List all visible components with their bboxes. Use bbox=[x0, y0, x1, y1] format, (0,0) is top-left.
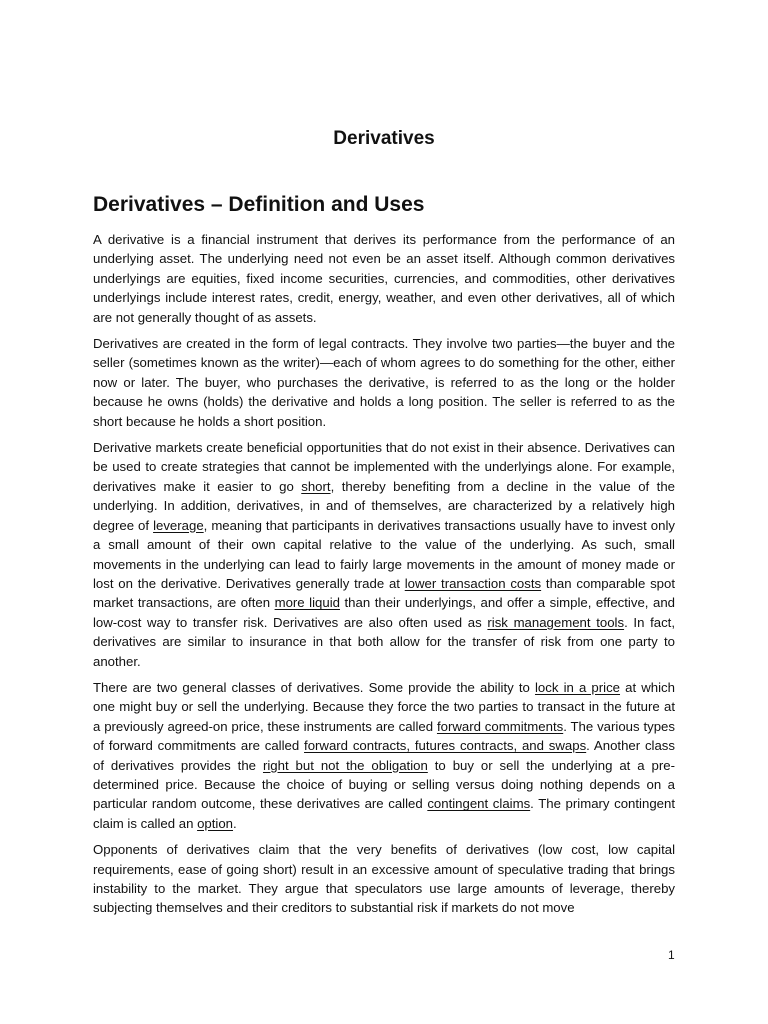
text-run: Derivative markets create beneficial opportunities that do not exist in their absence. Derivatives can be used to create strategies that cannot be implemented with the underlyings alone. For example, derivatives make it easier to go bbox=[93, 440, 675, 494]
underlined-term-right-but-not-obligation: right but not the obligation bbox=[262, 757, 428, 773]
underlined-term-forward-futures-swaps: forward contracts, futures contracts, and swaps bbox=[304, 738, 587, 754]
text-run: There are two general classes of derivatives. Some provide the ability to bbox=[93, 679, 535, 695]
text-run: . bbox=[233, 815, 237, 831]
text-run: A derivative is a financial instrument that derives its performance from the performance of an underlying asset. The underlying need not even be an asset itself. Although common derivatives underlyings are equities, fixed income securities, currencies, and commodities, other derivatives underlyings include interest rates, credit, energy, weather, and even other derivatives, all of which are not generally thought of as assets. bbox=[93, 232, 675, 325]
body-text bbox=[93, 230, 675, 925]
text-run: . Another class of derivatives provides the bbox=[93, 738, 675, 773]
text-run: to buy or sell the underlying at a pre-determined price. Because the choice of buying or selling versus doing nothing depends on a particular random outcome, these derivatives are called bbox=[93, 757, 675, 812]
underlined-term-lower-transaction-costs: lower transaction costs bbox=[404, 575, 542, 591]
text-run: than comparable spot market transactions, are often bbox=[93, 575, 675, 611]
text-run: Opponents of derivatives claim that the very benefits of derivatives (low cost, low capital requirements, ease of going short) result in an excessive amount of speculative trading that brings instability to the market. They argue that speculators use large amounts of leverage, thereby subjecting themselves and their creditors to substantial risk if markets do not move bbox=[93, 842, 675, 916]
underlined-term-contingent-claims: contingent claims bbox=[427, 796, 531, 812]
underlined-term-option: option bbox=[197, 815, 234, 831]
text-run: . In fact, derivatives are similar to insurance in that both allow for the transfer of risk from one party to another. bbox=[93, 614, 675, 669]
text-run: at which one might buy or sell the underlying. Because they force the two parties to transact in the future at a previously agreed-on price, these instruments are called bbox=[93, 679, 675, 734]
page-title: Derivatives bbox=[333, 128, 435, 149]
underlined-term-more-liquid: more liquid bbox=[274, 595, 340, 611]
underlined-term-forward-commitments: forward commitments bbox=[436, 718, 564, 734]
section-heading: Derivatives – Definition and Uses bbox=[93, 193, 425, 216]
underlined-term-leverage: leverage bbox=[153, 517, 204, 533]
paragraph-1 bbox=[93, 230, 675, 327]
text-run: , thereby benefiting from a decline in the value of the underlying. In addition, derivatives, in and of themselves, are characterized by a relatively high degree of bbox=[93, 478, 676, 533]
text-run: than their underlyings, and offer a simple, effective, and low-cost way to transfer risk. Derivatives are also often used as bbox=[93, 595, 675, 630]
underlined-term-short: short bbox=[301, 478, 331, 494]
text-run: , meaning that participants in derivatives transactions usually have to invest only a small amount of their own capital relative to the value of the underlying. As such, small movements in the underlying can lead to fairly large movements in the amount of money made or lost on the derivative. Derivatives generally trade at bbox=[93, 517, 675, 591]
paragraph-5 bbox=[93, 840, 675, 918]
text-run: . The primary contingent claim is called an bbox=[93, 796, 675, 831]
page-number: 1 bbox=[668, 948, 675, 962]
paragraph-4 bbox=[93, 678, 675, 833]
underlined-term-lock-in-a-price: lock in a price bbox=[534, 679, 621, 695]
underlined-term-risk-management-tools: risk management tools bbox=[487, 614, 625, 630]
text-run: Derivatives are created in the form of legal contracts. They involve two parties—the buyer and the seller (sometimes known as the writer)—each of whom agrees to do something for the other, either now or later. The buyer, who purchases the derivative, is referred to as the long or the holder because he owns (holds) the derivative and holds a long position. The seller is referred to as the short because he holds a short position. bbox=[93, 336, 675, 429]
paragraph-3 bbox=[93, 438, 675, 671]
paragraph-2 bbox=[93, 334, 675, 431]
text-run: . The various types of forward commitments are called bbox=[93, 718, 675, 754]
